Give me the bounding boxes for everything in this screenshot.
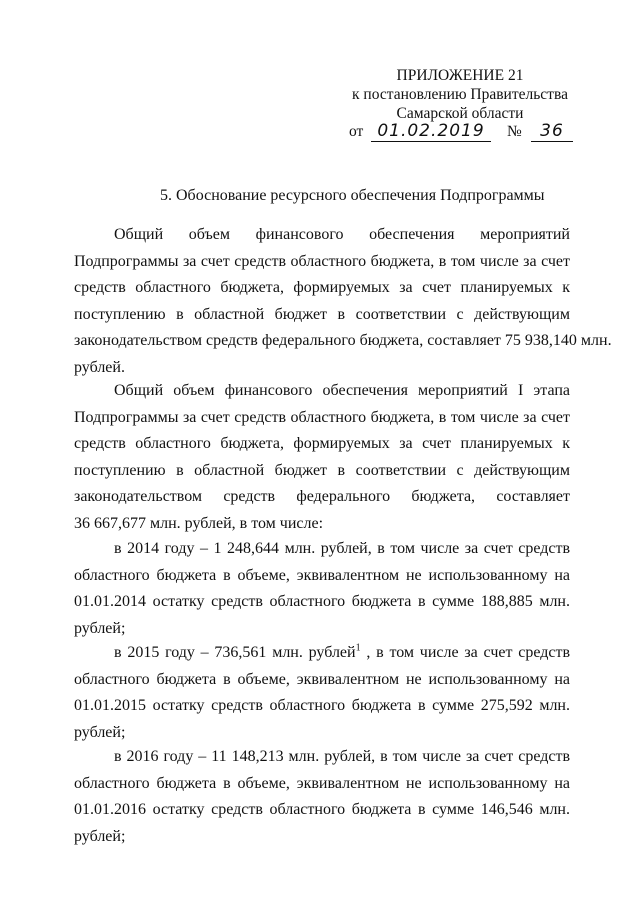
region-name: Самарской области	[396, 105, 524, 122]
appendix-header	[330, 66, 590, 123]
text-line: 01.01.2014 остатку средств областного бюджета в сумме 188,885 млн.	[74, 593, 570, 610]
date-label: от	[349, 123, 364, 140]
text-line: 36 667,677 млн. рублей, в том числе:	[74, 514, 324, 532]
paragraph-year-2015	[74, 640, 570, 746]
section-title: 5. Обоснование ресурсного обеспечения Подпрограммы	[160, 187, 545, 204]
text-line: средств областного бюджета, формируемых за счет планируемых к	[74, 435, 570, 452]
date-number-line	[349, 121, 579, 143]
text-line: законодательством средств федерального бюджета, составляет	[74, 488, 570, 505]
text-line: 01.01.2016 остатку средств областного бюджета в сумме 146,546 млн.	[74, 801, 570, 818]
text-line: в 2014 году – 1 248,644 млн. рублей, в том числе за счет средств	[114, 540, 570, 557]
text-line: средств областного бюджета, формируемых за счет планируемых к	[74, 279, 570, 296]
text-line: областного бюджета в объеме, эквивалентном не использованному на	[74, 566, 570, 584]
text-line	[74, 640, 570, 667]
text-line: Подпрограммы за счет средств областного бюджета, в том числе за счет	[74, 252, 570, 270]
resolution-reference: к постановлению Правительства	[352, 86, 568, 103]
text-line: рублей;	[74, 619, 126, 637]
text-line: Подпрограммы за счет средств областного бюджета, в том числе за счет	[74, 408, 570, 426]
text-line: рублей;	[74, 827, 126, 845]
text-line: областного бюджета в объеме, эквивалентном не использованному на	[74, 774, 570, 792]
footnote-marker: 1	[355, 642, 361, 654]
text-line: Общий объем финансового обеспечения мероприятий	[114, 226, 570, 243]
paragraph-year-2016	[74, 744, 570, 850]
number-label: №	[507, 123, 522, 140]
text-line: рублей;	[74, 723, 126, 741]
text-segment: в 2015 году – 736,561 млн. рублей	[114, 644, 356, 661]
paragraph-total-funding	[74, 222, 612, 381]
text-line: законодательством средств федерального бюджета, составляет 75 938,140 млн.	[74, 332, 612, 349]
text-line: 01.01.2015 остатку средств областного бюджета в сумме 275,592 млн.	[74, 697, 570, 714]
text-line: в 2016 году – 11 148,213 млн. рублей, в том числе за счет средств	[114, 748, 570, 765]
text-line: поступлению в областной бюджет в соответствии с действующим	[74, 461, 570, 479]
paragraph-year-2014	[74, 536, 570, 642]
text-line: областного бюджета в объеме, эквивалентном не использованному на	[74, 670, 570, 688]
paragraph-stage-one-funding	[74, 378, 570, 537]
handwritten-date: 01.02.2019	[371, 121, 491, 142]
text-line: рублей.	[74, 358, 125, 376]
appendix-number: ПРИЛОЖЕНИЕ 21	[396, 67, 524, 84]
text-line: Общий объем финансового обеспечения мероприятий I этапа	[114, 382, 570, 399]
text-segment: , в том числе за счет средств	[360, 644, 571, 661]
text-line: поступлению в областной бюджет в соответствии с действующим	[74, 305, 570, 323]
handwritten-number: 36	[531, 121, 573, 142]
